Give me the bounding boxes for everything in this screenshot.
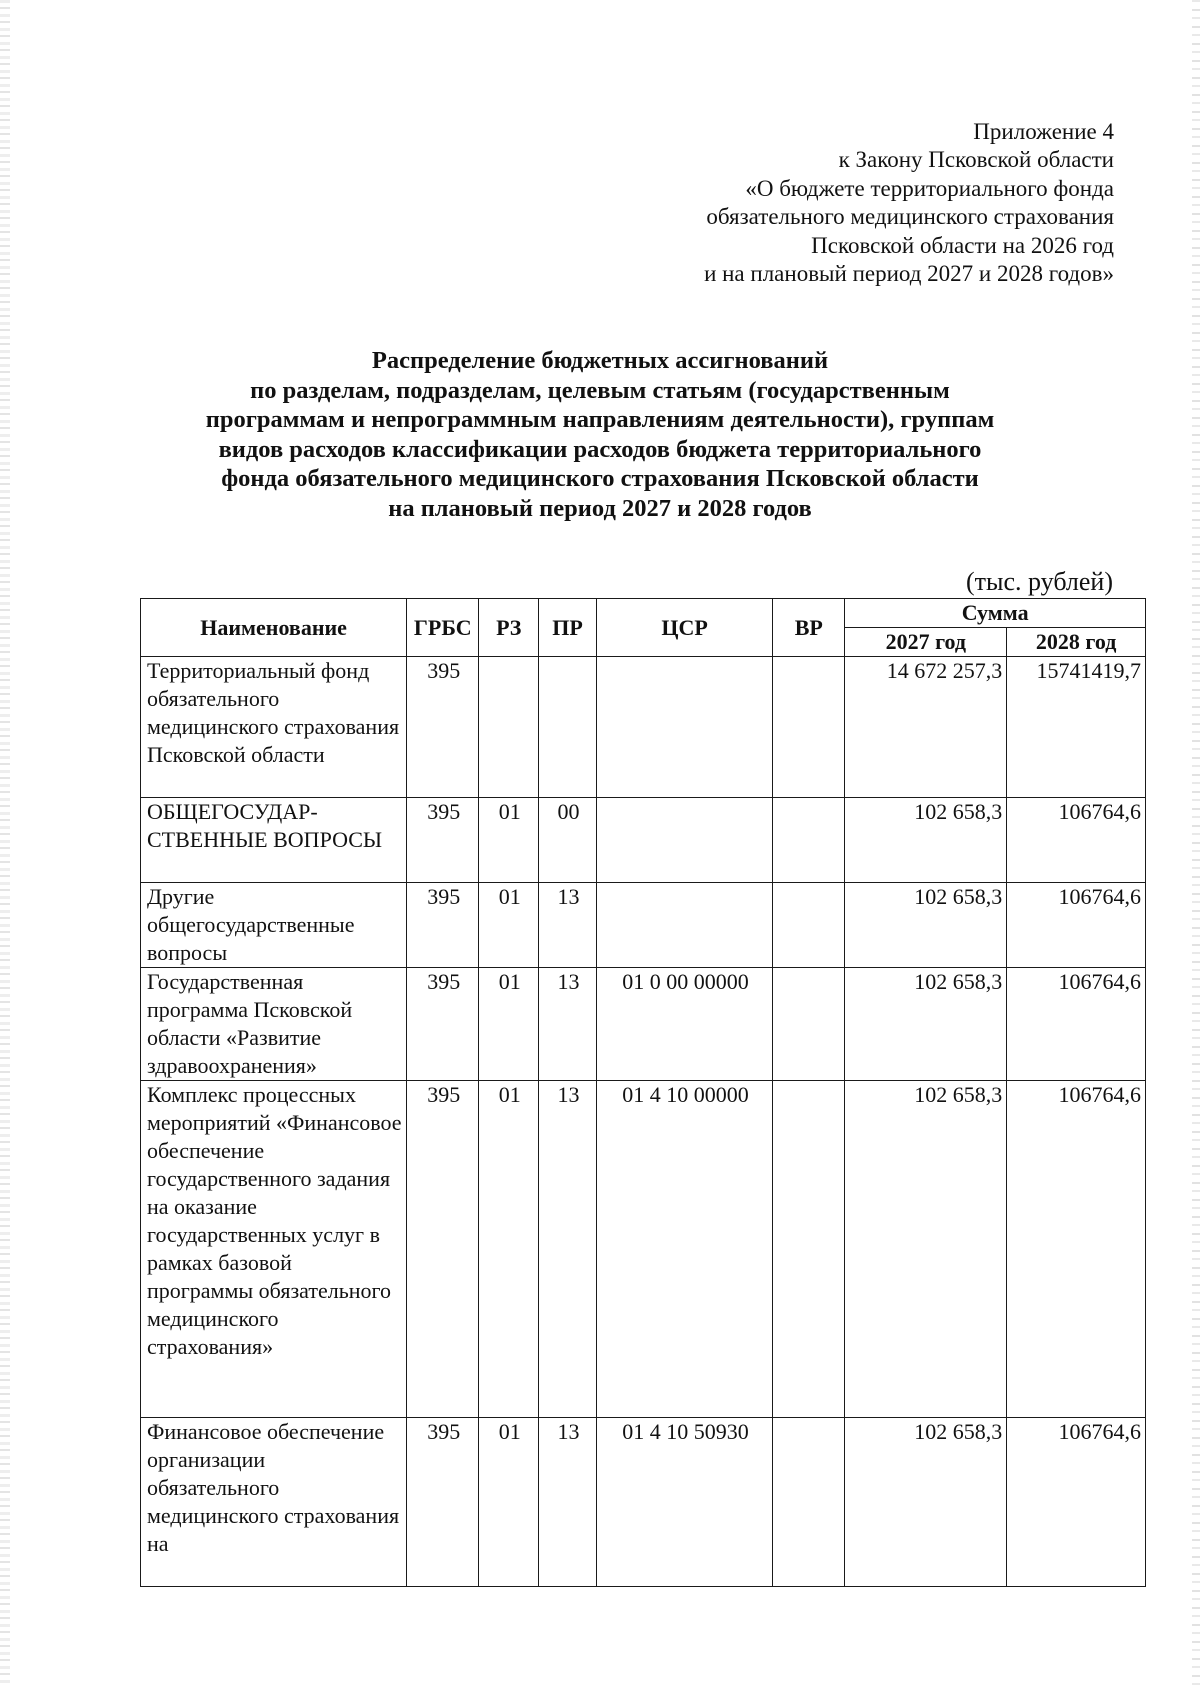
table-row [141,883,1146,968]
cell-grbs: 395 [407,968,479,1081]
cell-pr: 00 [539,798,597,883]
cell-grbs: 395 [407,657,479,798]
cell-rz: 01 [479,883,539,968]
cell-2027: 102 658,3 [845,1081,1007,1418]
table-row [141,1081,1146,1418]
cell-vr [773,1418,845,1587]
scan-edge-left [0,0,10,1686]
cell-pr: 13 [539,1081,597,1418]
cell-2028: 106764,6 [1007,1081,1146,1418]
cell-2028: 106764,6 [1007,798,1146,883]
appendix-line: обязательного медицинского страхования [706,204,1114,230]
title-line: Распределение бюджетных ассигнований [371,347,829,374]
cell-rz: 01 [479,1081,539,1418]
cell-vr [773,883,845,968]
budget-table [140,598,1146,1587]
appendix-line: «О бюджете территориального фонда [745,175,1114,201]
cell-rz: 01 [479,798,539,883]
cell-2027: 102 658,3 [845,1418,1007,1587]
appendix-line: к Закону Псковской области [838,147,1114,173]
cell-name: ОБЩЕГОСУДАР-СТВЕННЫЕ ВОПРОСЫ [141,798,407,883]
title-line: программам и непрограммным направлениям деятельности), группам [205,406,995,434]
cell-2028: 106764,6 [1007,968,1146,1081]
header-pr: ПР [539,599,597,657]
cell-csr: 01 4 10 00000 [596,1081,772,1418]
scan-edge-right [1192,0,1200,1686]
cell-2028: 15741419,7 [1007,657,1146,798]
title-line: видов расходов классификации расходов бюджета территориального [218,435,982,463]
cell-name: Финансовое обеспечение организации обязательного медицинского страхования на [141,1418,407,1587]
cell-grbs: 395 [407,798,479,883]
cell-pr [539,657,597,798]
cell-csr: 01 4 10 50930 [596,1418,772,1587]
header-csr: ЦСР [596,599,772,657]
cell-2027: 14 672 257,3 [845,657,1007,798]
header-vr: ВР [773,599,845,657]
cell-rz: 01 [479,1418,539,1587]
appendix-line: и на плановый период 2027 и 2028 годов» [704,261,1114,287]
cell-name: Другие общегосударственные вопросы [141,883,407,968]
header-grbs: ГРБС [407,599,479,657]
cell-csr [596,798,772,883]
title-line: на плановый период 2027 и 2028 годов [388,494,812,522]
cell-csr: 01 0 00 00000 [596,968,772,1081]
table-header-row [141,599,1146,628]
document-title [140,346,1060,524]
cell-2027: 102 658,3 [845,883,1007,968]
table-row [141,1418,1146,1587]
cell-2027: 102 658,3 [845,798,1007,883]
cell-vr [773,657,845,798]
table-row [141,968,1146,1081]
cell-rz: 01 [479,968,539,1081]
cell-name: Комплекс процессных мероприятий «Финансовое обеспечение государственного задания на оказание государственных услуг в рамках базовой программы обязательного медицинского страхования» [141,1081,407,1418]
cell-2027: 102 658,3 [845,968,1007,1081]
appendix-line: Псковской области на 2026 год [811,232,1114,258]
cell-pr: 13 [539,1418,597,1587]
title-line: фонда обязательного медицинского страхования Псковской области [221,465,979,493]
cell-grbs: 395 [407,1081,479,1418]
table-row [141,798,1146,883]
cell-pr: 13 [539,968,597,1081]
cell-name: Государственная программа Псковской области «Развитие здравоохранения» [141,968,407,1081]
cell-grbs: 395 [407,1418,479,1587]
cell-pr: 13 [539,883,597,968]
cell-name: Территориальный фонд обязательного медицинского страхования Псковской области [141,657,407,798]
header-name: Наименование [141,599,407,657]
header-rz: РЗ [479,599,539,657]
cell-2028: 106764,6 [1007,1418,1146,1587]
cell-vr [773,798,845,883]
cell-csr [596,883,772,968]
cell-grbs: 395 [407,883,479,968]
cell-rz [479,657,539,798]
title-line: по разделам, подразделам, целевым статьям (государственным [250,376,950,404]
appendix-header [494,118,1114,288]
header-sum: Сумма [845,599,1146,628]
table-row [141,657,1146,798]
cell-vr [773,968,845,1081]
header-2027: 2027 год [845,628,1007,657]
cell-csr [596,657,772,798]
appendix-line: Приложение 4 [973,119,1114,144]
header-2028: 2028 год [1007,628,1146,657]
cell-2028: 106764,6 [1007,883,1146,968]
cell-vr [773,1081,845,1418]
units-label: (тыс. рублей) [965,567,1113,596]
